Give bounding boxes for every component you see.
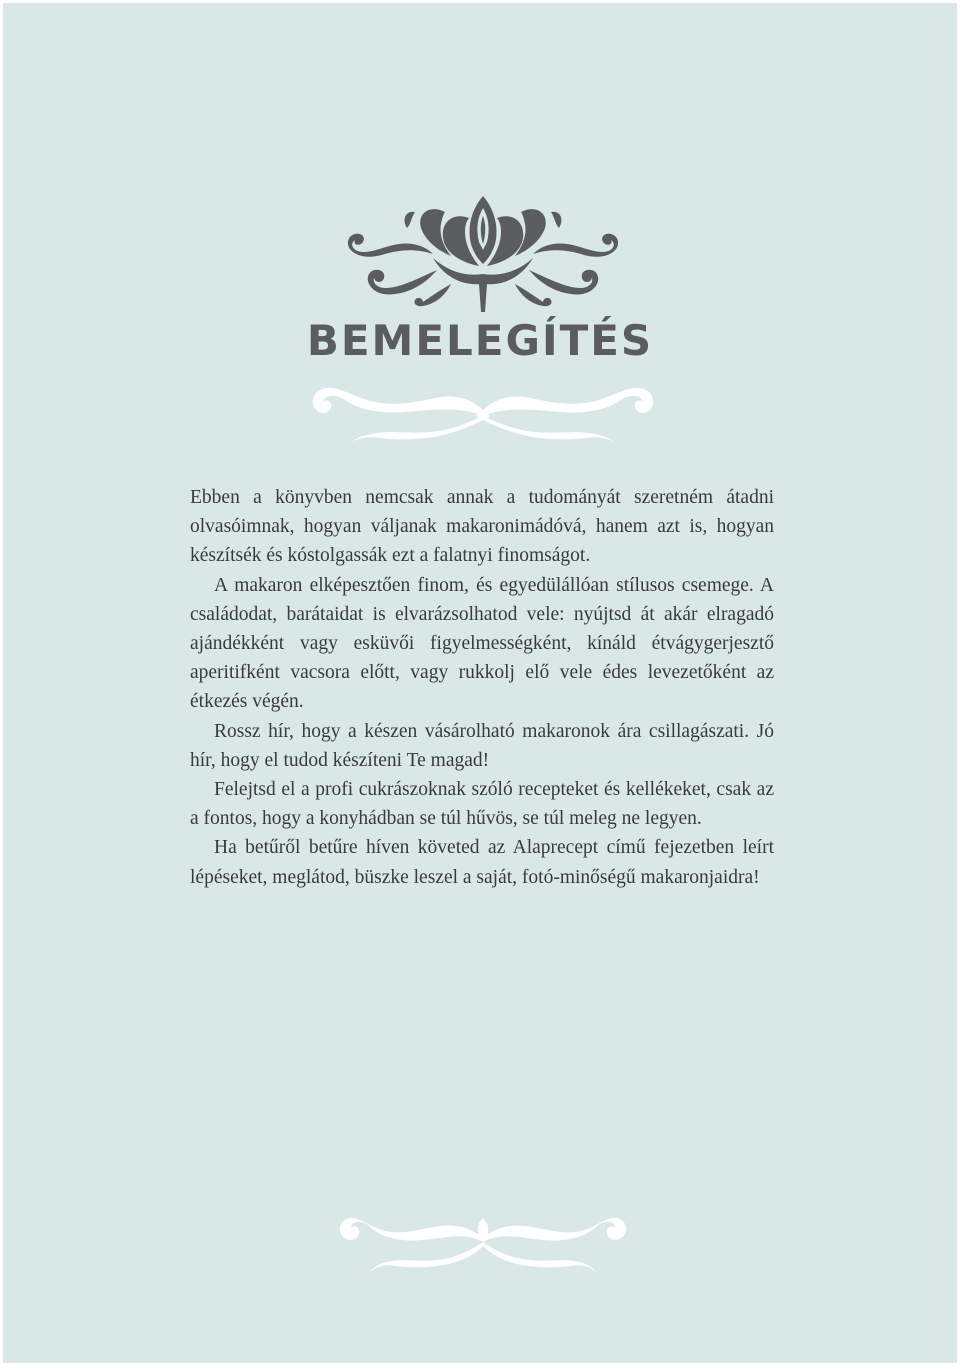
paragraph: Rossz hír, hogy a készen vásárolható makaronok ára csillagászati. Jó hír, hogy el tudod készíteni Te magad!	[190, 720, 774, 771]
paragraph: Ha betűről betűre híven követed az Alaprecept című fejezetben leírt lépéseket, meglátod, büszke leszel a saját, fotó-minőségű makaronjaidra!	[190, 837, 774, 888]
page-title: BEMELEGÍTÉS	[306, 316, 654, 365]
paragraph: Ebben a könyvben nemcsak annak a tudományát szeretném átadni olvasóimnak, hogyan váljanak makaronimádóvá, hanem azt is, hogyan készítsék és kóstolgassák ezt a falatnyi finomságot.	[190, 487, 774, 567]
body-text	[190, 483, 774, 892]
paragraph: A makaron elképesztően finom, és egyedülállóan stílusos csemege. A családodat, barátaidat is elvarázsolhatod vele: nyújtsd át akár elragadó ajándékként vagy esküvői figyelmességként, kínáld étvágygerjesztő aperitifként vacsora előtt, vagy rukkolj elő vele édes levezetőként az étkezés végén.	[190, 574, 774, 713]
lotus-ornament-icon	[333, 188, 633, 313]
page	[3, 3, 957, 1363]
swirl-divider-icon	[333, 1198, 633, 1278]
paragraph: Felejtsd el a profi cukrászoknak szóló recepteket és kellékeket, csak az a fontos, hogy a konyhádban se túl hűvös, se túl meleg ne legyen.	[190, 779, 774, 830]
swirl-divider-icon	[303, 376, 663, 448]
